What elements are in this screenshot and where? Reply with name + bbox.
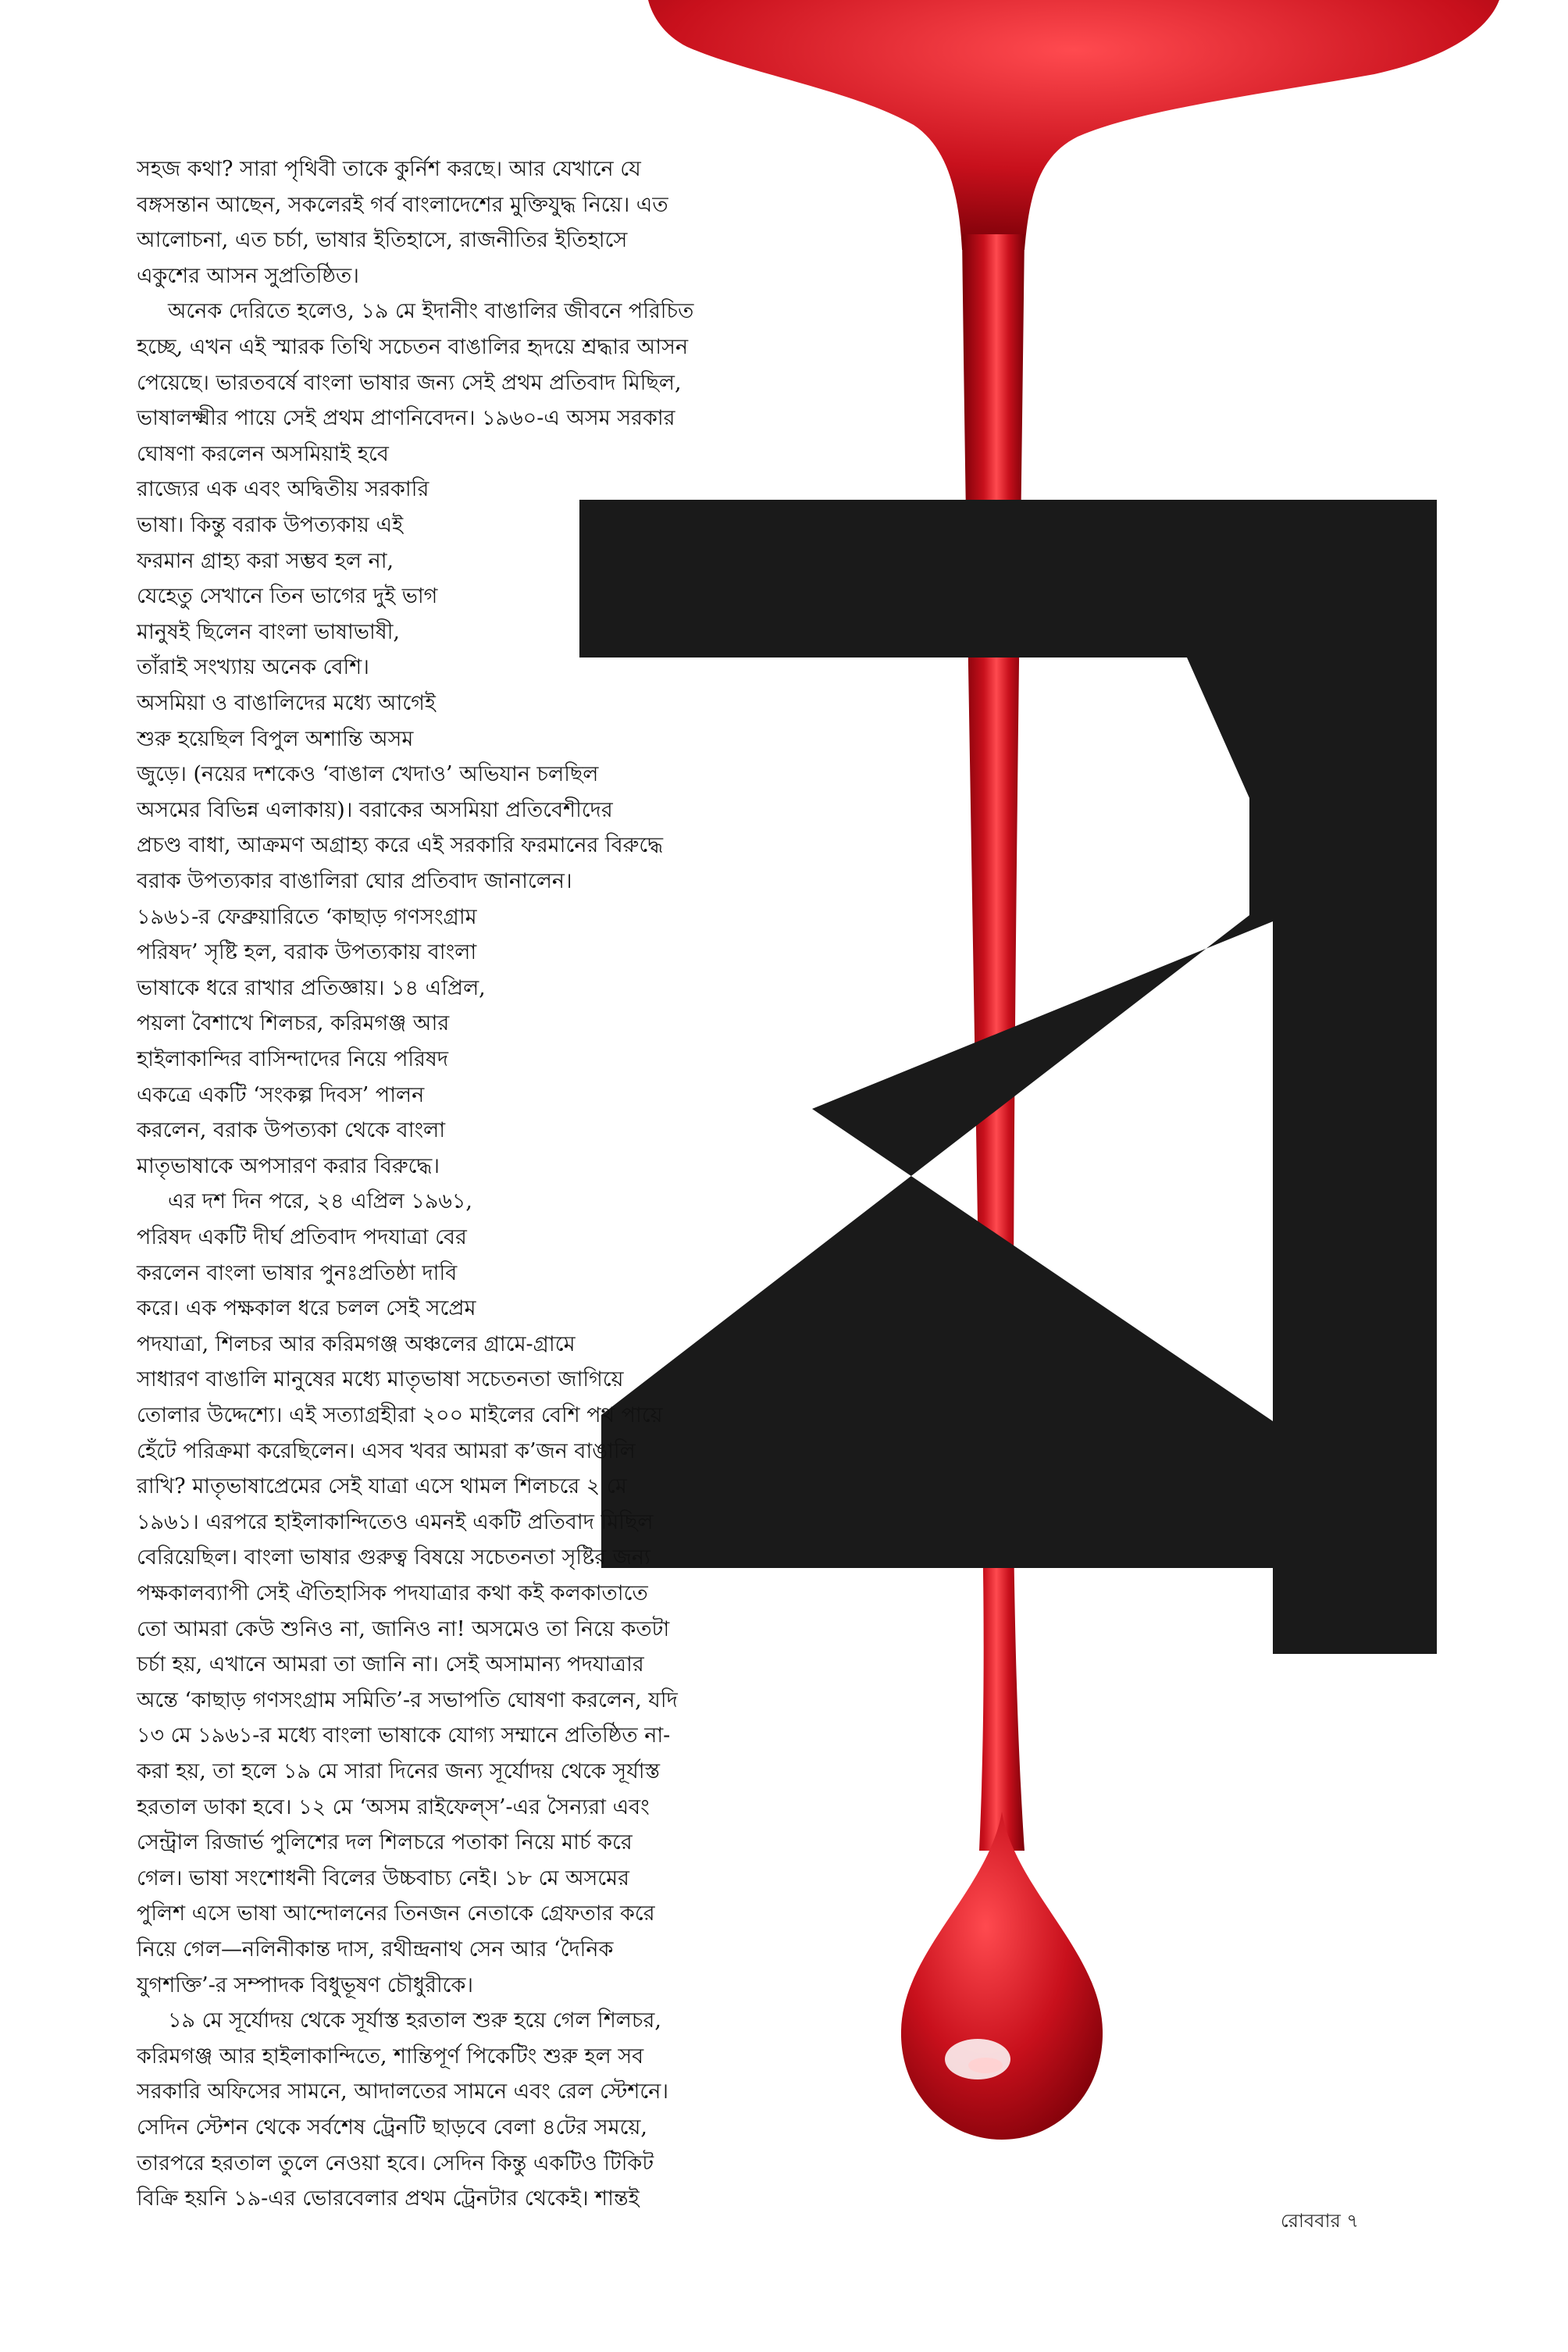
article-line: ভাষালক্ষ্মীর পায়ে সেই প্রথম প্রাণনিবেদন। ১৯৬০-এ অসম সরকার (137, 406, 675, 431)
article-line: হেঁটে পরিক্রমা করেছিলেন। এসব খবর আমরা ক’জন বাঙালি (137, 1438, 636, 1463)
article-line: সেদিন স্টেশন থেকে সর্বশেষ ট্রেনটি ছাড়বে বেলা ৪টের সময়ে, (137, 2115, 647, 2140)
article-line: করে। এক পক্ষকাল ধরে চলল সেই সপ্রেম (137, 1296, 476, 1321)
article-line: গেল। ভাষা সংশোধনী বিলের উচ্চবাচ্য নেই। ১৮ মে অসমের (137, 1866, 630, 1891)
article-line: শুরু হয়েছিল বিপুল অশান্তি অসম (137, 726, 414, 751)
article-line: বরাক উপত্যকার বাঙালিরা ঘোর প্রতিবাদ জানালেন। (137, 869, 572, 893)
article-line: তো আমরা কেউ শুনিও না, জানিও না! অসমেও তা নিয়ে কতটা (137, 1616, 670, 1641)
article-line: নিয়ে গেল—নলিনীকান্ত দাস, রথীন্দ্রনাথ সেন আর ‘দৈনিক (137, 1937, 614, 1962)
article-line: চর্চা হয়, এখানে আমরা তা জানি না। সেই অসামান্য পদযাত্রার (137, 1652, 644, 1677)
article-line: ভাষা। কিন্তু বরাক উপত্যকায় এই (137, 513, 404, 537)
article-line: হচ্ছে, এখন এই স্মারক তিথি সচেতন বাঙালির হৃদয়ে শ্রদ্ধার আসন (137, 335, 689, 359)
article-line: বিক্রি হয়নি ১৯-এর ভোরবেলার প্রথম ট্রেনটার থেকেই। শান্তই (137, 2186, 640, 2211)
article-line: অন্তে ‘কাছাড় গণসংগ্রাম সমিতি’-র সভাপতি ঘোষণা করলেন, যদি (137, 1687, 678, 1712)
article-line: সেন্ট্রাল রিজার্ভ পুলিশের দল শিলচরে পতাকা নিয়ে মার্চ করে (137, 1830, 633, 1855)
article-line: তোলার উদ্দেশ্যে। এই সত্যাগ্রহীরা ২০০ মাইলের বেশি পথ পায়ে (137, 1403, 663, 1427)
article-line: মাতৃভাষাকে অপসারণ করার বিরুদ্ধে। (137, 1153, 440, 1178)
article-line: জুড়ে। (নয়ের দশকেও ‘বাঙাল খেদাও’ অভিযান চলছিল (137, 762, 599, 787)
article-line: ১৯৬১। এরপরে হাইলাকান্দিতেও এমনই একটি প্রতিবাদ মিছিল (137, 1509, 654, 1534)
article-line: অসমিয়া ও বাঙালিদের মধ্যে আগেই (137, 691, 436, 715)
article-line: হরতাল ডাকা হবে। ১২ মে ‘অসম রাইফেল্‌স’-এর সৈন্যরা এবং (137, 1794, 650, 1819)
blood-drop (901, 1812, 1103, 2140)
article-line: প্রচণ্ড বাধা, আক্রমণ অগ্রাহ্য করে এই সরকারি ফরমানের বিরুদ্ধে (137, 833, 664, 858)
article-line: বঙ্গসন্তান আছেন, সকলেরই গর্ব বাংলাদেশের মুক্তিযুদ্ধ নিয়ে। এত (137, 192, 668, 217)
article-line: পরিষদ’ সৃষ্টি হল, বরাক উপত্যকায় বাংলা (137, 940, 477, 965)
article-line: করা হয়, তা হলে ১৯ মে সারা দিনের জন্য সূর্যোদয় থেকে সূর্যাস্ত (137, 1759, 661, 1784)
article-line: করিমগঞ্জ আর হাইলাকান্দিতে, শান্তিপূর্ণ পিকেটিং শুরু হল সব (137, 2044, 644, 2069)
page-footer: রোববার ৭ (1281, 2210, 1360, 2232)
article-line: সহজ কথা? সারা পৃথিবী তাকে কুর্নিশ করছে। আর যেখানে যে (137, 157, 641, 181)
article-line: একুশের আসন সুপ্রতিষ্ঠিত। (137, 263, 359, 288)
article-line: পদযাত্রা, শিলচর আর করিমগঞ্জ অঞ্চলের গ্রামে-গ্রামে (137, 1331, 576, 1356)
article-line: সাধারণ বাঙালি মানুষের মধ্যে মাতৃভাষা সচেতনতা জাগিয়ে (137, 1367, 624, 1392)
article-line: ১৩ মে ১৯৬১-র মধ্যে বাংলা ভাষাকে যোগ্য সম্মানে প্রতিষ্ঠিত না- (137, 1723, 671, 1748)
article-line: হাইলাকান্দির বাসিন্দাদের নিয়ে পরিষদ (137, 1047, 449, 1071)
article-line: অনেক দেরিতে হলেও, ১৯ মে ইদানীং বাঙালির জীবনে পরিচিত (168, 299, 694, 324)
article-line: যেহেতু সেখানে তিন ভাগের দুই ভাগ (137, 584, 438, 609)
article-line: আলোচনা, এত চর্চা, ভাষার ইতিহাসে, রাজনীতির ইতিহাসে (137, 228, 628, 253)
article-line: বেরিয়েছিল। বাংলা ভাষার গুরুত্ব বিষয়ে সচেতনতা সৃষ্টির জন্য (137, 1545, 650, 1570)
article-line: তারপরে হরতাল তুলে নেওয়া হবে। সেদিন কিন্তু একটিও টিকিট (137, 2151, 654, 2176)
article-line: রাখি? মাতৃভাষাপ্রেমের সেই যাত্রা এসে থামল শিলচরে ২ মে (137, 1474, 627, 1499)
article-line: যুগশক্তি’-র সম্পাদক বিধুভূষণ চৌধুরীকে। (137, 1972, 474, 1997)
article-line: সরকারি অফিসের সামনে, আদালতের সামনে এবং রেল স্টেশনে। (137, 2079, 669, 2104)
article-line: এর দশ দিন পরে, ২৪ এপ্রিল ১৯৬১, (168, 1189, 472, 1214)
article-line: অসমের বিভিন্ন এলাকায়)। বরাকের অসমিয়া প্রতিবেশীদের (137, 797, 613, 822)
article-line: মানুষই ছিলেন বাংলা ভাষাভাষী, (137, 619, 401, 644)
blood-pool-top (648, 0, 1499, 250)
article-line: পয়লা বৈশাখে শিলচর, করিমগঞ্জ আর (137, 1011, 450, 1036)
article-line: পরিষদ একটি দীর্ঘ প্রতিবাদ পদযাত্রা বের (137, 1225, 467, 1249)
article-line: রাজ্যের এক এবং অদ্বিতীয় সরকারি (137, 477, 429, 502)
article-line: করলেন, বরাক উপত্যকা থেকে বাংলা (137, 1118, 446, 1143)
blood-drop-glint (968, 2058, 1003, 2073)
article-line: ১৯৬১-র ফেব্রুয়ারিতে ‘কাছাড় গণসংগ্রাম (137, 904, 477, 929)
article-line: ভাষাকে ধরে রাখার প্রতিজ্ঞায়। ১৪ এপ্রিল, (137, 975, 486, 1000)
article-line: পুলিশ এসে ভাষা আন্দোলনের তিনজন নেতাকে গ্রেফতার করে (137, 1901, 655, 1926)
article-line: ফরমান গ্রাহ্য করা সম্ভব হল না, (137, 548, 394, 573)
article-line: পক্ষকালব্যাপী সেই ঐতিহাসিক পদযাত্রার কথা কই কলকাতাতে (137, 1581, 648, 1605)
article-line: ১৯ মে সূর্যোদয় থেকে সূর্যাস্ত হরতাল শুরু হয়ে গেল শিলচর, (168, 2008, 661, 2033)
article-line: ঘোষণা করলেন অসমিয়াই হবে (137, 441, 389, 466)
article-line: পেয়েছে। ভারতবর্ষে বাংলা ভাষার জন্য সেই প্রথম প্রতিবাদ মিছিল, (137, 370, 682, 395)
article-line: করলেন বাংলা ভাষার পুনঃপ্রতিষ্ঠা দাবি (137, 1260, 458, 1285)
article-line: একত্রে একটি ‘সংকল্প দিবস’ পালন (137, 1082, 425, 1107)
article-line: তাঁরাই সংখ্যায় অনেক বেশি। (137, 655, 369, 680)
